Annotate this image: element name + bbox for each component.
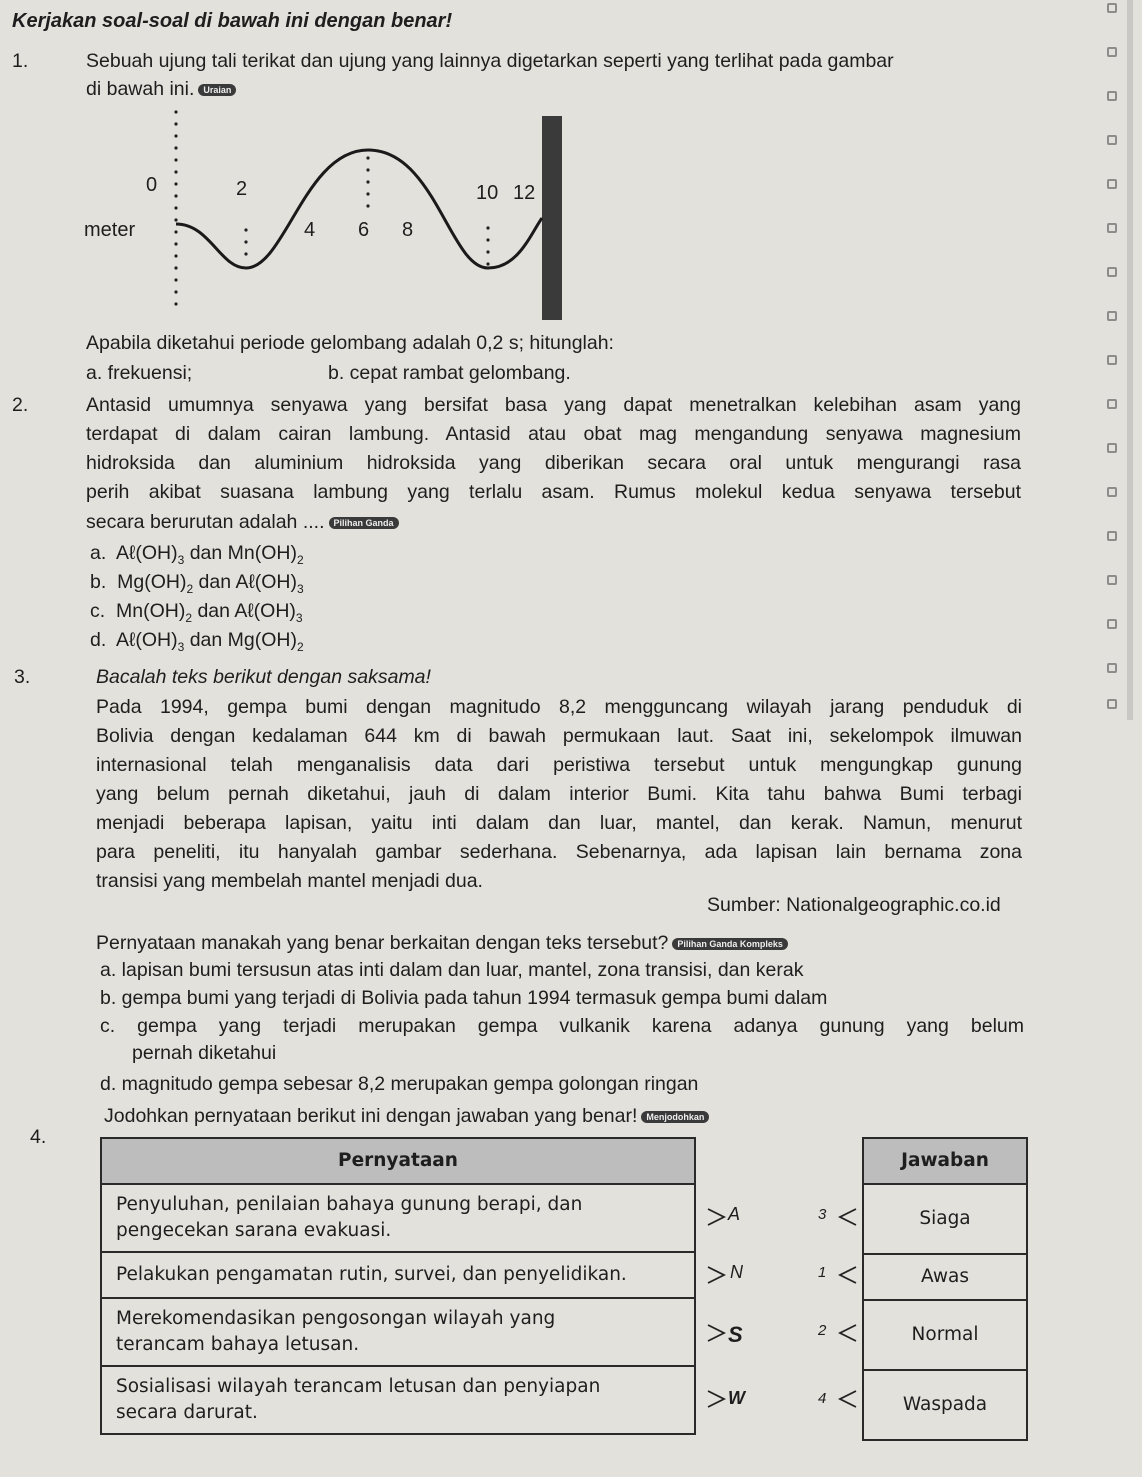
q3-line: para peneliti, itu hanyalah gambar sederhana. Sebenarnya, ada lapisan lain bernama zona [96, 841, 1022, 863]
q1-wave-figure [80, 100, 580, 322]
hw-left-2: N [730, 1262, 743, 1282]
q3-option-a[interactable]: a. lapisan bumi tersusun atas inti dalam dan luar, mantel, zona transisi, dan kerak [100, 959, 804, 981]
q3-line: menjadi beberapa lapisan, yaitu inti dalam dan luar, mantel, dan kerak. Namun, menurut [96, 812, 1022, 834]
q3-option-b[interactable]: b. gempa bumi yang terjadi di Bolivia pada tahun 1994 termasuk gempa bumi dalam [100, 987, 828, 1009]
q1-number: 1. [12, 50, 29, 72]
tick-10: 10 [476, 182, 499, 204]
hw-left-3: S [728, 1322, 743, 1347]
q4-instruction: Jodohkan pernyataan berikut ini dengan jawaban yang benar! Menjodohkan [104, 1103, 709, 1130]
q2-option-d[interactable]: d. $A\ell(OH)_3$ dan $Mg(OH)_2$ [90, 629, 304, 654]
hw-right-2: 1 [818, 1264, 827, 1281]
tick-8: 8 [402, 219, 414, 241]
wall-bar [542, 116, 562, 320]
q4-type-tag: Menjodohkan [641, 1111, 709, 1123]
statement-header: Pernyataan [101, 1138, 695, 1184]
statement-2[interactable]: Pelakukan pengamatan rutin, survei, dan penyelidikan. [101, 1252, 695, 1298]
q3-line: Pada 1994, gempa bumi dengan magnitudo 8,2 mengguncang wilayah jarang penduduk di [96, 696, 1022, 718]
q1-option-b: b. cepat rambat gelombang. [328, 362, 571, 384]
answer-table [862, 1137, 1028, 1441]
q3-line: transisi yang membelah mantel menjadi dua. [96, 870, 483, 892]
q2-option-b[interactable]: b. $Mg(OH)_2$ dan $A\ell(OH)_3$ [90, 571, 304, 596]
q2-option-c[interactable]: c. $Mn(OH)_2$ dan $A\ell(OH)_3$ [90, 600, 303, 625]
q3-source: Sumber: Nationalgeographic.co.id [707, 894, 1001, 916]
q2-line: hidroksida dan aluminium hidroksida yang diberikan secara oral untuk mengurangi rasa [86, 452, 1021, 474]
answer-siaga[interactable]: Siaga [863, 1184, 1027, 1254]
hw-right-3: 2 [818, 1322, 827, 1339]
q3-line: internasional telah menganalisis data dari peristiwa tersebut untuk mengungkap gunung [96, 754, 1022, 776]
hw-left-1: A [728, 1204, 741, 1224]
axis-label: meter [84, 219, 136, 241]
tick-12: 12 [513, 182, 536, 204]
q1-question: Apabila diketahui periode gelombang adalah 0,2 s; hitunglah: [86, 332, 614, 354]
q3-option-c[interactable]: c. gempa yang terjadi merupakan gempa vulkanik karena adanya gunung yang belum pernah diketahui [100, 1015, 1024, 1064]
q2-line: terdapat di dalam cairan lambung. Antasid atau obat mag mengandung senyawa magnesium [86, 423, 1021, 445]
q3-option-d[interactable]: d. magnitudo gempa sebesar 8,2 merupakan gempa golongan ringan [100, 1073, 699, 1095]
q3-question: Pernyataan manakah yang benar berkaitan dengan teks tersebut? Pilihan Ganda Kompleks [96, 930, 788, 957]
statement-3[interactable]: Merekomendasikan pengosongan wilayah yang terancam bahaya letusan. [101, 1298, 695, 1366]
q2-line: Antasid umumnya senyawa yang bersifat basa yang dapat menetralkan kelebihan asam yang [86, 394, 1021, 416]
q3-type-tag: Pilihan Ganda Kompleks [672, 938, 788, 950]
tick-2: 2 [236, 178, 248, 200]
statement-table [100, 1137, 696, 1435]
q2-option-a[interactable]: a. $A\ell(OH)_3$ dan $Mn(OH)_2$ [90, 542, 304, 567]
hw-right-1: 3 [818, 1206, 827, 1223]
q1-option-a: a. frekuensi; [86, 362, 193, 384]
answer-awas[interactable]: Awas [863, 1254, 1027, 1300]
hw-left-4: W [728, 1388, 745, 1408]
q2-last-line: secara berurutan adalah .... Pilihan Ganda [86, 509, 399, 536]
notebook-binding [1090, 0, 1142, 720]
q2-type-tag: Pilihan Ganda [329, 517, 399, 529]
q3-line: Bolivia dengan kedalaman 644 km di bawah permukaan laut. Saat ini, sekelompok ilmuwan [96, 725, 1022, 747]
q2-line: perih akibat suasana lambung yang terlalu asam. Rumus molekul kedua senyawa tersebut [86, 481, 1021, 503]
q3-heading: Bacalah teks berikut dengan saksama! [96, 666, 431, 688]
wave-curve [176, 150, 542, 268]
hw-right-4: 4 [818, 1390, 827, 1407]
statement-4[interactable]: Sosialisasi wilayah terancam letusan dan penyiapan secara darurat. [101, 1366, 695, 1434]
q2-number: 2. [12, 394, 29, 416]
q1-text-line1: Sebuah ujung tali terikat dan ujung yang lainnya digetarkan seperti yang terlihat pada gambar [86, 50, 894, 72]
q3-number: 3. [14, 666, 31, 688]
tick-4: 4 [304, 219, 316, 241]
statement-1[interactable]: Penyuluhan, penilaian bahaya gunung berapi, dan pengecekan sarana evakuasi. [101, 1184, 695, 1252]
q3-paragraph [96, 693, 1022, 896]
q1-type-tag: Uraian [198, 84, 236, 96]
answer-waspada[interactable]: Waspada [863, 1370, 1027, 1440]
q3-line: yang belum pernah diketahui, jauh di dalam interior Bumi. Kita tahu bahwa Bumi terbagi [96, 783, 1022, 805]
q4-number: 4. [30, 1126, 47, 1148]
q2-paragraph [86, 391, 1021, 507]
tick-0: 0 [146, 174, 158, 196]
instruction-heading: Kerjakan soal-soal di bawah ini dengan benar! [12, 10, 453, 32]
answer-header: Jawaban [863, 1138, 1027, 1184]
connector-marks [696, 1195, 866, 1425]
q1-text-line2: di bawah ini. Uraian [86, 76, 236, 103]
answer-normal[interactable]: Normal [863, 1300, 1027, 1370]
tick-6: 6 [358, 219, 370, 241]
